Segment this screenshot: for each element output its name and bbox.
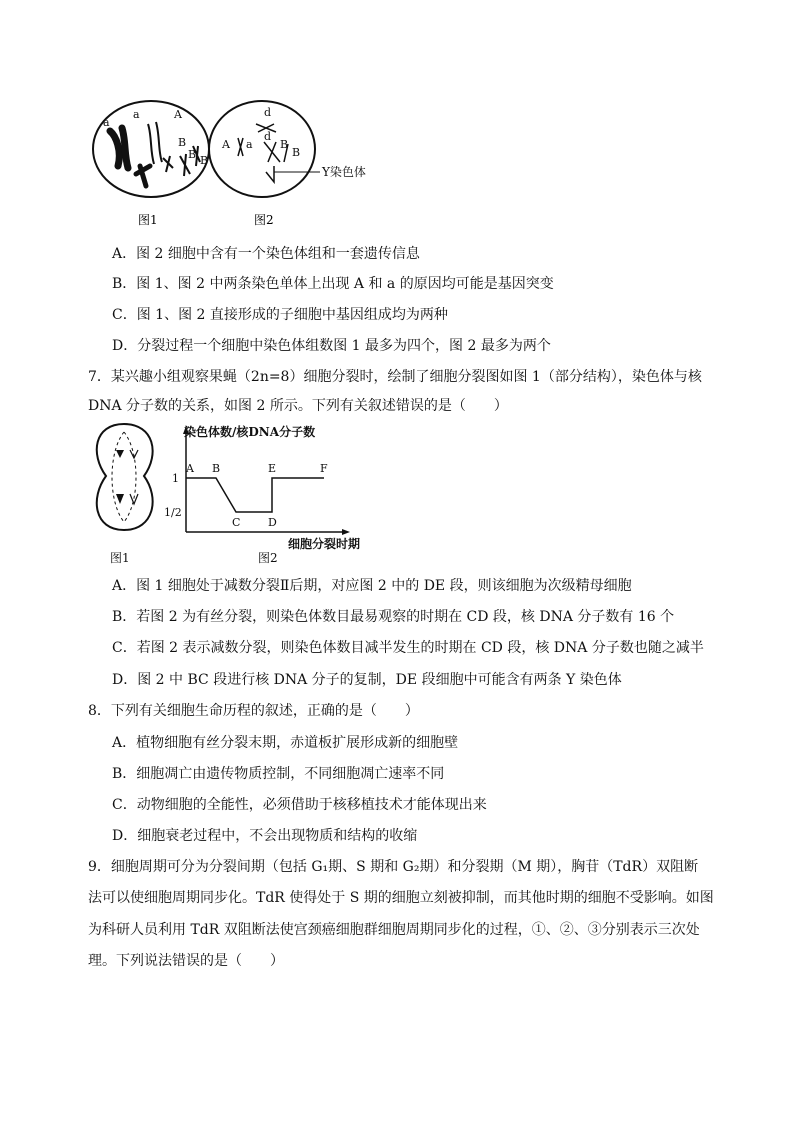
q7-fig2-caption: 图2: [258, 551, 278, 565]
q6-option-d: D．分裂过程一个细胞中染色体组数图 1 最多为四个，图 2 最多为两个: [112, 338, 551, 354]
fig1-label: a: [103, 116, 110, 129]
q9-line: 法可以使细胞周期同步化。TdR 使得处于 S 期的细胞立刻被抑制，而其他时期的细胞不受影响。如图: [88, 890, 714, 906]
point-label: E: [268, 462, 277, 475]
q7-stem-line2: DNA 分子数的关系，如图 2 所示。下列有关叙述错误的是（ ）: [88, 398, 508, 414]
fig2-label: A: [222, 138, 230, 151]
q7-option-b: B．若图 2 为有丝分裂，则染色体数目最易观察的时期在 CD 段，核 DNA 分子数有 16 个: [112, 609, 675, 625]
q8-option-c: C．动物细胞的全能性，必须借助于核移植技术才能体现出来: [112, 797, 487, 813]
fig2-caption: 图2: [254, 213, 274, 227]
x-axis-label: 细胞分裂时期: [288, 537, 361, 551]
y-chromosome-callout: Y染色体: [322, 165, 366, 179]
q8-stem: 8．下列有关细胞生命历程的叙述，正确的是（ ）: [88, 703, 419, 719]
fig1-label: B: [200, 154, 209, 167]
q9-line: 9．细胞周期可分为分裂间期（包括 G₁期、S 期和 G₂期）和分裂期（M 期），胸苷（TdR）双阻断: [88, 859, 699, 875]
fig1-caption: 图1: [138, 213, 158, 227]
top-figures: [88, 96, 388, 236]
q8-option-a: A．植物细胞有丝分裂末期，赤道板扩展形成新的细胞壁: [112, 735, 459, 751]
point-label: C: [232, 516, 241, 529]
q7-option-c: C．若图 2 表示减数分裂，则染色体数目减半发生的时期在 CD 段，核 DNA 分子数也随之减半: [112, 640, 704, 656]
q6-option-c: C．图 1、图 2 直接形成的子细胞中基因组成均为两种: [112, 307, 448, 323]
q6-option-a: A．图 2 细胞中含有一个染色体组和一套遗传信息: [112, 246, 420, 262]
fig2-label: d: [264, 130, 272, 143]
q7-option-a: A．图 1 细胞处于减数分裂Ⅱ后期，对应图 2 中的 DE 段，则该细胞为次级精母细胞: [112, 578, 632, 594]
fig1-label: A: [174, 108, 182, 121]
q8-option-b: B．细胞凋亡由遗传物质控制，不同细胞凋亡速率不同: [112, 766, 445, 782]
q9-line: 理。下列说法错误的是（ ）: [88, 953, 284, 969]
point-label: A: [186, 462, 194, 475]
fig2-label: B: [280, 138, 289, 151]
q6-option-b: B．图 1、图 2 中两条染色单体上出现 A 和 a 的原因均可能是基因突变: [112, 276, 554, 292]
fig2-label: d: [264, 106, 272, 119]
y-tick: 1/2: [164, 506, 182, 519]
q7-fig1-caption: 图1: [110, 551, 130, 565]
fig2-label: B: [292, 146, 301, 159]
y-tick: 1: [172, 472, 179, 485]
point-label: B: [212, 462, 221, 475]
point-label: F: [320, 462, 328, 475]
q7-figures: [88, 422, 378, 572]
q9-line: 为科研人员利用 TdR 双阻断法使宫颈癌细胞群细胞周期同步化的过程，①、②、③分别表示三次处: [88, 922, 700, 938]
q7-option-d: D．图 2 中 BC 段进行核 DNA 分子的复制，DE 段细胞中可能含有两条 Y 染色体: [112, 672, 622, 688]
q7-stem-line1: 7．某兴趣小组观察果蝇（2n=8）细胞分裂时，绘制了细胞分裂图如图 1（部分结构），染色体与核: [88, 369, 702, 385]
fig1-label: a: [133, 108, 140, 121]
fig2-labels: [221, 106, 366, 179]
fig1-label: B: [188, 148, 197, 161]
y-axis-label: 染色体数/核DNA分子数: [184, 425, 316, 439]
q8-option-d: D．细胞衰老过程中，不会出现物质和结构的收缩: [112, 828, 418, 844]
q7-fig2-chart: [183, 426, 350, 535]
q7-fig1-cell: [97, 424, 153, 530]
fig1-label: B: [178, 136, 187, 149]
fig2-label: a: [246, 138, 253, 151]
point-label: D: [268, 516, 277, 529]
